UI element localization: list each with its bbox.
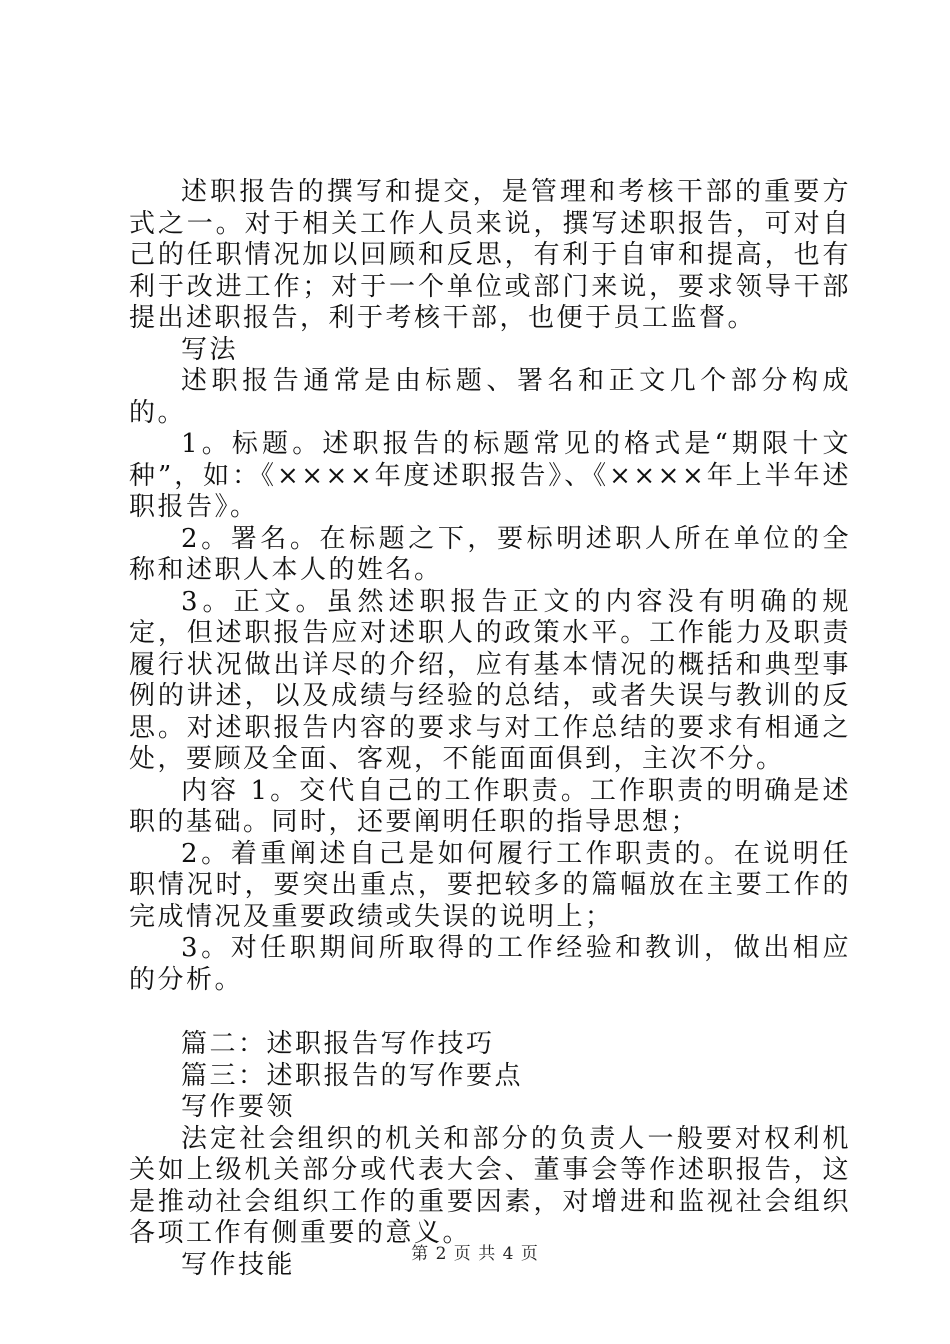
- paragraph-item-title: 1。标题。述职报告的标题常见的格式是“期限十文种”，如：《××××年度述职报告》、《××××年上半年述职报告》。: [129, 429, 851, 522]
- paragraph-content-3: 3。对任职期间所取得的工作经验和教训，做出相应的分析。: [129, 933, 851, 995]
- paragraph-intro: 述职报告的撰写和提交，是管理和考核干部的重要方式之一。对于相关工作人员来说，撰写述职报告，可对自己的任职情况加以回顾和反思，有利于自审和提高，也有利于改进工作；对于一个单位或部门来说，要求领导干部提出述职报告，利于考核干部，也便于员工监督。: [129, 177, 851, 333]
- section-heading-part-3: 篇三：述职报告的写作要点: [181, 1060, 524, 1091]
- paragraph-content-1: 内容 1。交代自己的工作职责。工作职责的明确是述职的基础。同时，还要阐明任职的指导思想；: [129, 775, 851, 837]
- section-spacer: [129, 996, 851, 1029]
- paragraph-essentials: 法定社会组织的机关和部分的负责人一般要对权利机关如上级机关部分或代表大会、董事会等作述职报告，这是推动社会组织工作的重要因素，对增进和监视社会组织各项工作有侧重要的意义。: [129, 1123, 851, 1248]
- section-heading-writing-skills: 写作技能: [181, 1249, 296, 1280]
- paragraph-content-2: 2。着重阐述自己是如何履行工作职责的。在说明任职情况时，要突出重点，要把较多的篇幅放在主要工作的完成情况及重要政绩或失误的说明上；: [129, 838, 851, 932]
- paragraph-item-body: 3。正文。虽然述职报告正文的内容没有明确的规定，但述职报告应对述职人的政策水平。工作能力及职责履行状况做出详尽的介绍，应有基本情况的概括和典型事例的讲述，以及成绩与经验的总结，或者失误与教训的反思。对述职报告内容的要求与对工作总结的要求有相通之处，要顾及全面、客观，不能面面俱到，主次不分。: [129, 586, 851, 774]
- section-heading-writing-essentials: 写作要领: [181, 1092, 296, 1122]
- document-body: [129, 177, 851, 1281]
- section-heading-part-2: 篇二：述职报告写作技巧: [181, 1029, 495, 1059]
- page-number-footer: 第 2 页 共 4 页: [411, 1244, 539, 1264]
- paragraph-structure: 述职报告通常是由标题、署名和正文几个部分构成的。: [129, 366, 851, 428]
- paragraph-item-signature: 2。署名。在标题之下，要标明述职人所在单位的全称和述职人本人的姓名。: [129, 523, 851, 585]
- section-heading-writing-method: 写法: [181, 334, 239, 365]
